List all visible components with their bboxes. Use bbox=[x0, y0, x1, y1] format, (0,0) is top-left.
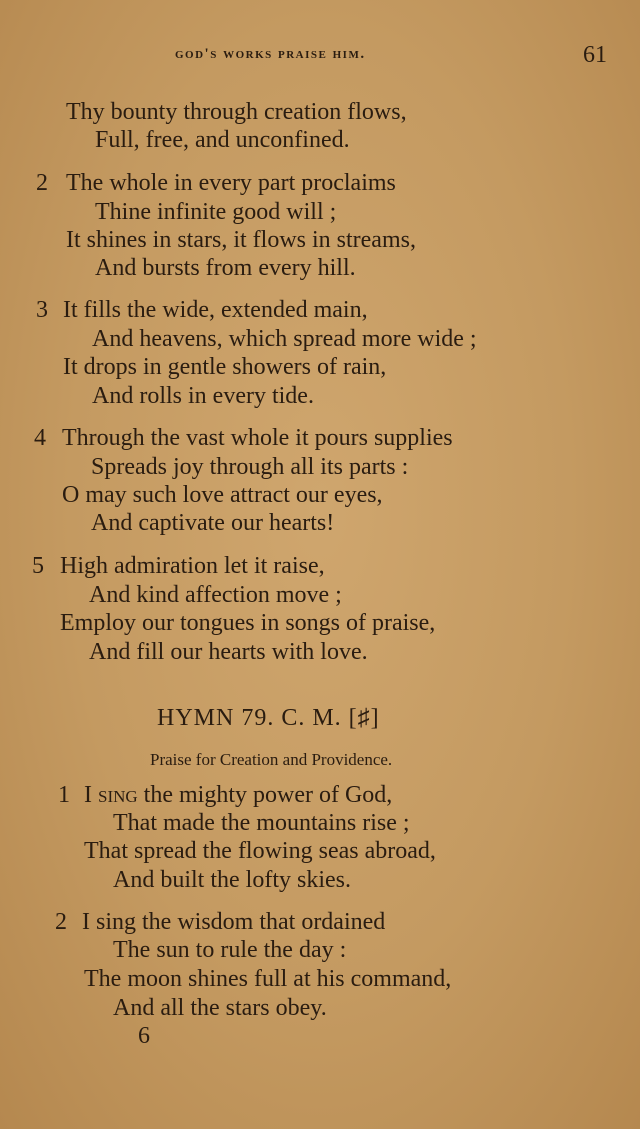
verse-line: Employ our tongues in songs of praise, bbox=[60, 610, 436, 636]
verse-line: It drops in gentle showers of rain, bbox=[63, 354, 387, 380]
verse-line: The whole in every part proclaims bbox=[66, 170, 396, 196]
stanza-number: 2 bbox=[55, 909, 67, 935]
verse-line: I sing the wisdom that ordained bbox=[82, 909, 386, 935]
verse-line: O may such love attract our eyes, bbox=[62, 482, 383, 508]
stanza-number: 3 bbox=[36, 297, 48, 323]
hymn-title: HYMN 79. C. M. [♯] bbox=[157, 705, 380, 731]
verse-line: And built the lofty skies. bbox=[113, 867, 351, 893]
verse-line: That made the mountains rise ; bbox=[113, 810, 410, 836]
verse-line: It fills the wide, extended main, bbox=[63, 297, 368, 323]
verse-line: And rolls in every tide. bbox=[92, 383, 314, 409]
verse-line bbox=[84, 781, 392, 809]
verse-line: Spreads joy through all its parts : bbox=[91, 454, 409, 480]
verse-line: Full, free, and unconfined. bbox=[95, 127, 350, 153]
stanza-number: 4 bbox=[34, 425, 46, 451]
verse-line: Thy bounty through creation flows, bbox=[66, 99, 407, 125]
stanza-number: 1 bbox=[58, 782, 70, 808]
verse-line: That spread the flowing seas abroad, bbox=[84, 838, 436, 864]
verse-line: And fill our hearts with love. bbox=[89, 639, 368, 665]
hymn-subtitle: Praise for Creation and Providence. bbox=[150, 750, 393, 769]
verse-line: The sun to rule the day : bbox=[113, 937, 347, 963]
verse-line: Thine infinite good will ; bbox=[95, 199, 337, 225]
stanza-number: 2 bbox=[36, 170, 48, 196]
verse-line: And heavens, which spread more wide ; bbox=[92, 326, 477, 352]
verse-line: The moon shines full at his command, bbox=[84, 966, 452, 992]
verse-line: High admiration let it raise, bbox=[60, 553, 325, 579]
verse-line: And captivate our hearts! bbox=[91, 510, 335, 536]
signature-mark: 6 bbox=[138, 1023, 150, 1049]
page-number: 61 bbox=[583, 42, 607, 68]
stanza-number: 5 bbox=[32, 553, 44, 579]
running-title: god's works praise him. bbox=[175, 46, 366, 62]
first-word: I sing bbox=[84, 782, 138, 808]
verse-line: And all the stars obey. bbox=[113, 995, 327, 1021]
verse-line: It shines in stars, it flows in streams, bbox=[66, 227, 416, 253]
verse-text: the mighty power of God, bbox=[137, 782, 393, 808]
verse-line: And bursts from every hill. bbox=[95, 255, 356, 281]
verse-line: Through the vast whole it pours supplies bbox=[62, 425, 453, 451]
verse-line: And kind affection move ; bbox=[89, 582, 342, 608]
